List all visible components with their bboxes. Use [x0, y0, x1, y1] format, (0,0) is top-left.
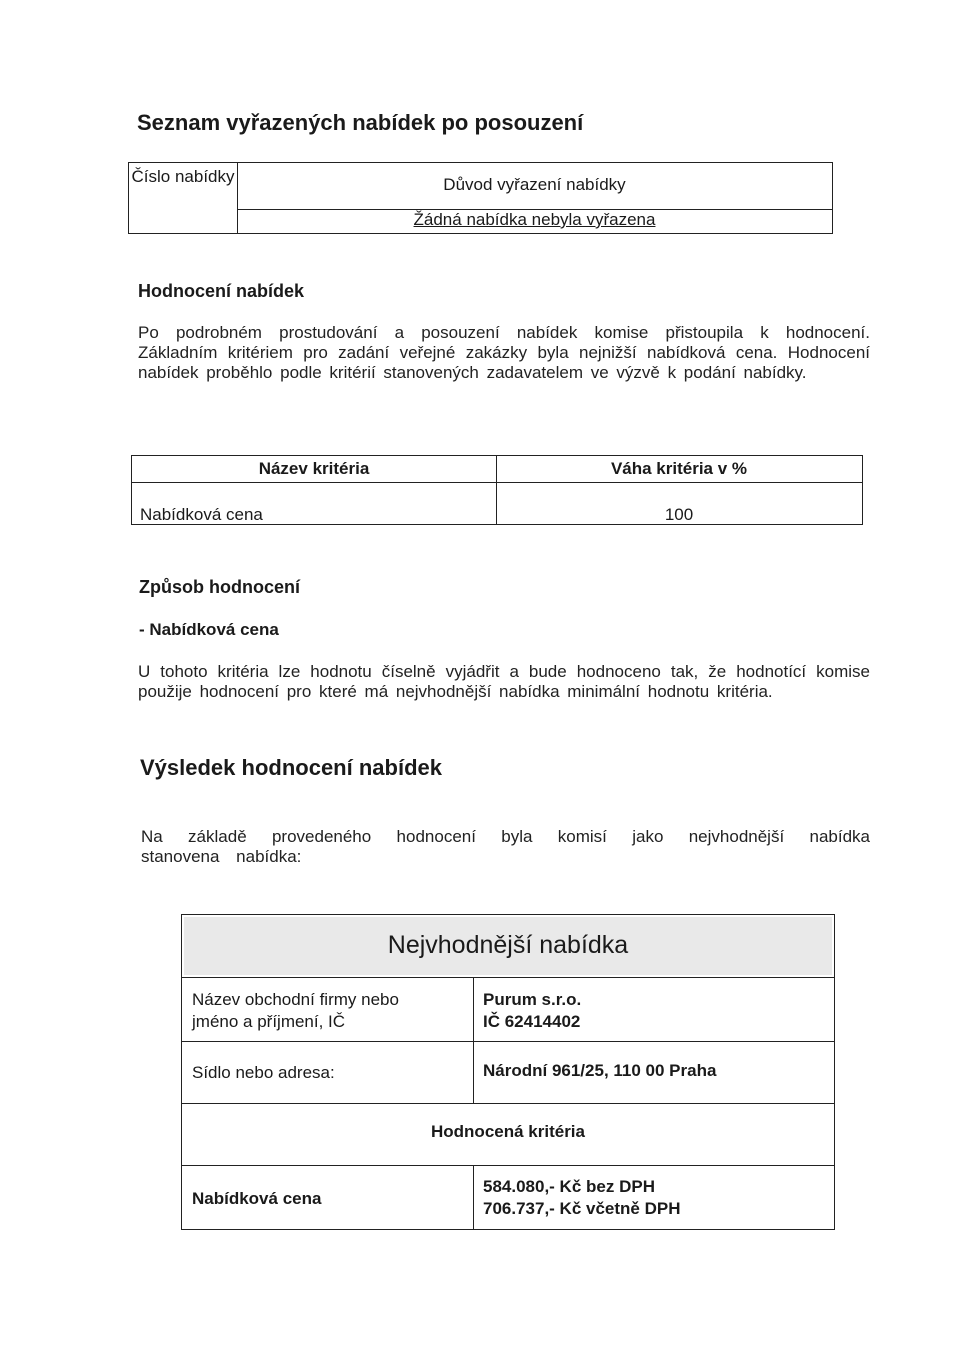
exclusion-reason-cell: Žádná nabídka nebyla vyřazena [413, 210, 656, 229]
method-subheading: - Nabídková cena [139, 620, 279, 639]
criteria-table [131, 455, 863, 525]
exclusion-reason-header: Důvod vyřazení nabídky [443, 175, 626, 194]
criteria-name-header: Název kritéria [258, 459, 370, 478]
evaluation-heading: Hodnocení nabídek [138, 281, 305, 301]
criteria-name-cell: Nabídková cena [140, 505, 263, 524]
price-value: 584.080,- Kč bez DPH 706.737,- Kč včetně DPH [483, 1177, 681, 1218]
excluded-offers-table [128, 162, 833, 234]
best-offer-table [181, 914, 835, 1230]
page-title: Seznam vyřazených nabídek po posouzení [137, 110, 584, 135]
criteria-weight-header: Váha kritéria v % [610, 459, 748, 478]
company-label: Název obchodní firmy nebo jméno a příjmení, IČ [192, 990, 399, 1031]
method-paragraph: U tohoto kritéria lze hodnotu číselně vyjádřit a bude hodnoceno tak, že hodnotící komise použije hodnocení pro které má nejvhodnější nabídka minimální hodnotu kritéria. [138, 662, 870, 701]
address-label: Sídlo nebo adresa: [192, 1063, 335, 1082]
address-value: Národní 961/25, 110 00 Praha [483, 1061, 717, 1080]
result-paragraph: Na základě provedeného hodnocení byla komisí jako nejvhodnější nabídka stanovena nabídka: [141, 827, 870, 866]
price-label: Nabídková cena [192, 1189, 322, 1208]
offer-number-header: Číslo nabídky [131, 167, 235, 186]
company-value: Purum s.r.o. IČ 62414402 [483, 990, 582, 1031]
best-offer-title: Nejvhodnější nabídka [387, 931, 629, 959]
criteria-weight-cell: 100 [664, 505, 694, 524]
result-heading: Výsledek hodnocení nabídek [140, 755, 442, 780]
method-heading: Způsob hodnocení [139, 577, 300, 597]
evaluated-criteria-heading: Hodnocená kritéria [431, 1122, 585, 1141]
evaluation-paragraph: Po podrobném prostudování a posouzení nabídek komise přistoupila k hodnocení. Základním kritériem pro zadání veřejné zakázky byla nejnižší nabídková cena. Hodnocení nabídek proběhlo podle kritérií stanovených zadavatelem ve výzvě k podání nabídky. [138, 323, 870, 382]
